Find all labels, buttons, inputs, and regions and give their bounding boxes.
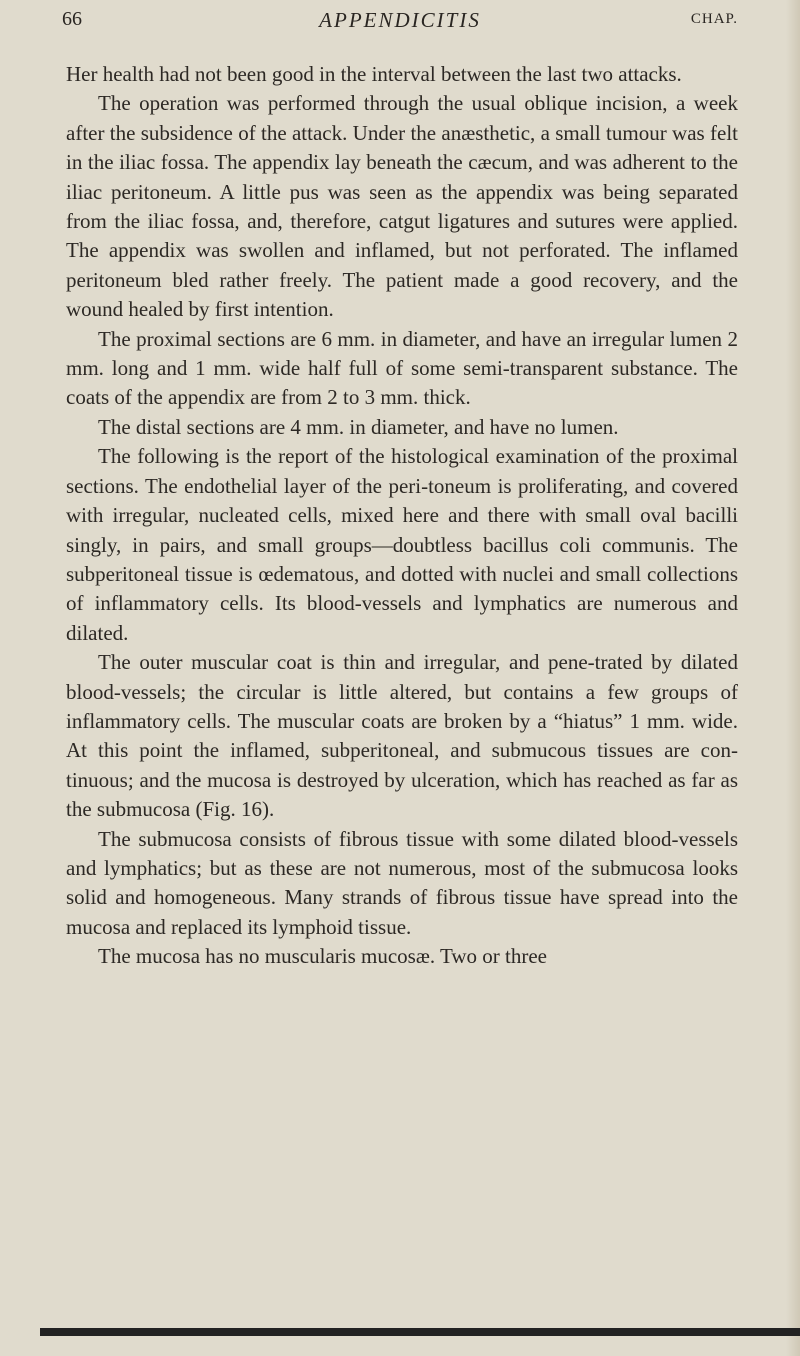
body-text (66, 60, 738, 972)
paragraph: The proximal sections are 6 mm. in diameter, and have an irregular lumen 2 mm. long and 1 mm. wide half full of some semi-transparent substance. The coats of the appendix are from 2 to 3 mm. thick. (66, 326, 738, 410)
running-header (62, 8, 738, 38)
paragraph: The following is the report of the histological examination of the proximal sections. The endothelial layer of the peri-toneum is proliferating, and covered with irregular, nucleated cells, mixed here and there with small oval bacilli singly, in pairs, and small groups—doubtless bacillus coli communis. The subperitoneal tissue is œdematous, and dotted with nuclei and small collections of inflammatory cells. Its blood-vessels and lymphatics are numerous and dilated. (66, 444, 738, 645)
page-number: 66 (62, 8, 82, 30)
paragraph: The operation was performed through the usual oblique incision, a week after the subsidence of the attack. Under the anæsthetic, a small tumour was felt in the iliac fossa. The appendix lay beneath the cæcum, and was adherent to the iliac peritoneum. A little pus was seen as the appendix was being separated from the iliac fossa, and, therefore, catgut ligatures and sutures were applied. The appendix was swollen and inflamed, but not perforated. The inflamed peritoneum bled rather freely. The patient made a good recovery, and the wound healed by first intention. (66, 91, 738, 322)
page-edge-shadow (786, 0, 800, 1356)
running-title: APPENDICITIS (319, 8, 481, 32)
paragraph: The outer muscular coat is thin and irregular, and pene-trated by dilated blood-vessels; the circular is little altered, but contains a few groups of inflammatory cells. The muscular coats are broken by a “hiatus” 1 mm. wide. At this point the inflamed, subperitoneal, and submucous tissues are con-tinuous; and the mucosa is destroyed by ulceration, which has reached as far as the submucosa (Fig. 16). (66, 650, 738, 822)
paragraph: The mucosa has no muscularis mucosæ. Two or three (98, 944, 547, 969)
chapter-label: CHAP. (690, 11, 738, 27)
paragraph: The distal sections are 4 mm. in diameter, and have no lumen. (98, 414, 619, 439)
paragraph: The submucosa consists of fibrous tissue with some dilated blood-vessels and lymphatics; but as these are not numerous, most of the submucosa looks solid and homogeneous. Many strands of fibrous tissue have spread into the mucosa and replaced its lymphoid tissue. (66, 826, 738, 939)
paragraph: Her health had not been good in the interval between the last two attacks. (66, 62, 682, 86)
bottom-edge-rule (40, 1328, 800, 1336)
